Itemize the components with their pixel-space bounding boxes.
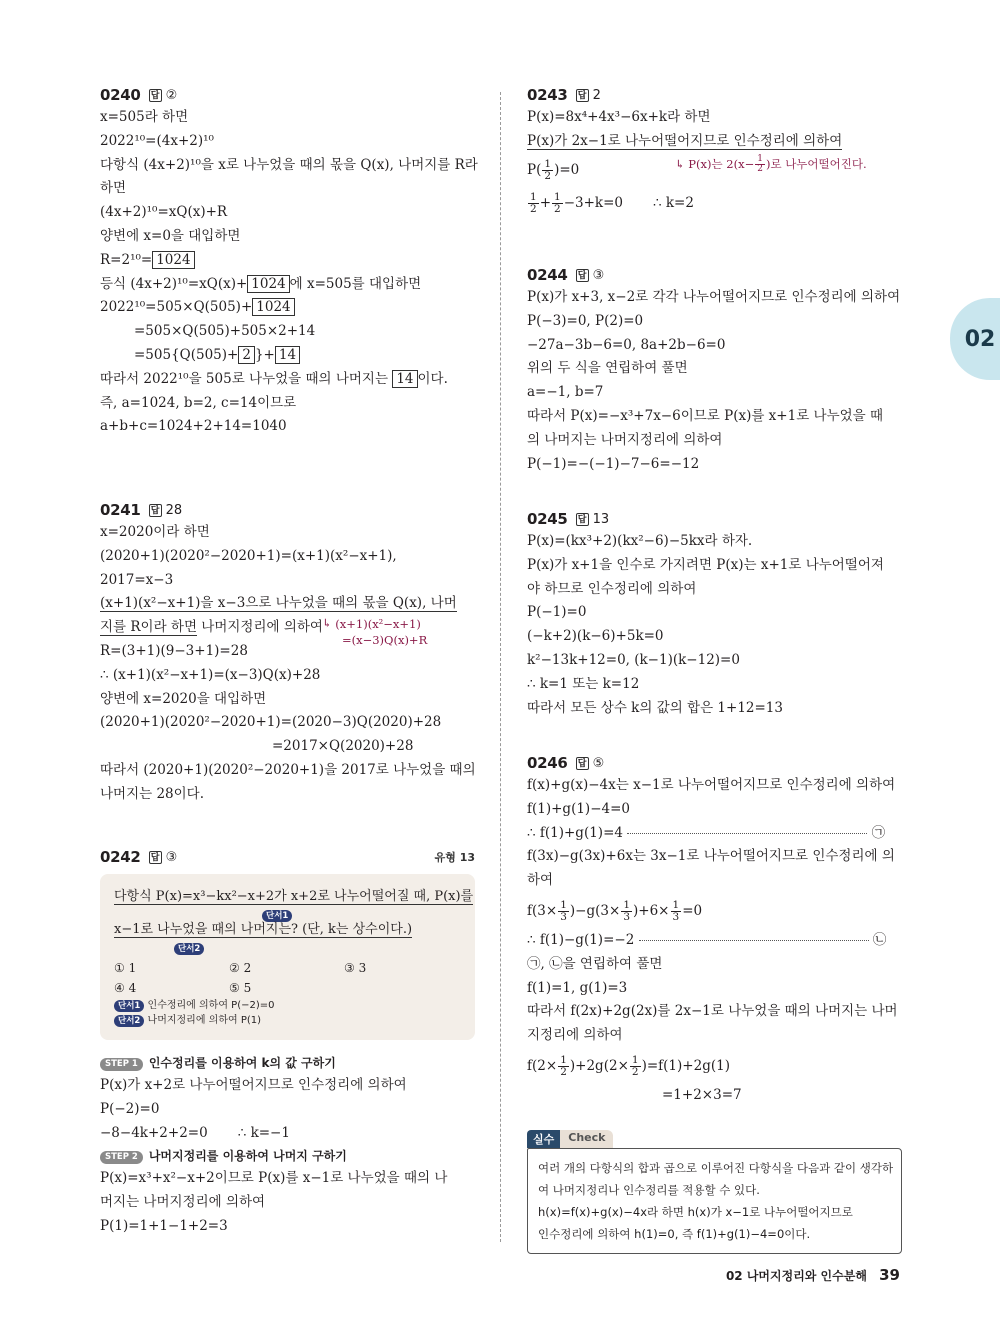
solution-line bbox=[100, 616, 475, 648]
type-tag[interactable]: 유형 13 bbox=[434, 851, 475, 864]
boxed-answer: 14 bbox=[275, 346, 300, 364]
solution-line: 따라서 (2020+1)(2020²−2020+1)을 2017로 나누었을 때의 bbox=[100, 761, 476, 778]
step-heading bbox=[100, 1145, 475, 1167]
step-title: 인수정리를 이용하여 k의 값 구하기 bbox=[148, 1056, 336, 1070]
denominator: 2 bbox=[544, 169, 552, 182]
solution-line: 지정리에 의하여 bbox=[527, 1027, 623, 1044]
math-text: 등식 (4x+2)¹⁰=xQ(x)+ bbox=[100, 275, 248, 292]
hint-text: 인수정리에 의하여 P(−2)=0 bbox=[147, 1000, 275, 1011]
math-text: f bbox=[527, 902, 532, 919]
math-text: =0 bbox=[682, 902, 703, 919]
equation-marker: ㉠ bbox=[871, 824, 886, 841]
problem-number: 0243 bbox=[527, 86, 568, 104]
hint-text: 나머지정리에 의하여 P(1) bbox=[147, 1015, 262, 1026]
numerator: 1 bbox=[560, 898, 567, 911]
problem-number: 0245 bbox=[527, 510, 568, 528]
numerator: 1 bbox=[530, 190, 537, 203]
solution-line: 따라서 P(x)=−x³+7x−6이므로 P(x)를 x+1로 나누었을 때 bbox=[527, 407, 884, 424]
dotted-leader bbox=[639, 940, 869, 941]
choice-2[interactable]: ② 2 bbox=[229, 961, 252, 975]
solution-line: 다항식 (4x+2)¹⁰을 x로 나누었을 때의 몫을 Q(x), 나머지를 R라 bbox=[100, 156, 478, 173]
solution-line bbox=[527, 929, 902, 953]
solution-line: 양변에 x=0을 대입하면 bbox=[100, 227, 241, 244]
solution-line: f(3× $\frac{1}{3}$ )−g(3× $\frac{1}{3}$ )+6× $\frac{1}{3}$ =0 bbox=[527, 898, 703, 923]
answer-value: 28 bbox=[165, 502, 183, 518]
boxed-answer: 1024 bbox=[252, 298, 294, 316]
mistake-check-box bbox=[527, 1128, 902, 1254]
check-label-a: 실수 bbox=[527, 1130, 560, 1148]
math-text: −8−4k+2+2=0 bbox=[100, 1124, 208, 1141]
answer-value: ③ bbox=[592, 267, 605, 283]
problem-0243 bbox=[527, 84, 902, 220]
note-text: 로 나누어떨어진다. bbox=[770, 156, 867, 171]
solution-line: 하여 bbox=[527, 872, 554, 889]
solution-line: =505×Q(505)+505×2+14 bbox=[134, 323, 316, 340]
solution-line: (2020+1)(2020²−2020+1)=(x+1)(x²−x+1), bbox=[100, 547, 397, 564]
problem-0240 bbox=[100, 84, 478, 439]
hint-badge: 단서2 bbox=[114, 1015, 144, 1027]
hint-badge: 단서2 bbox=[174, 943, 204, 955]
denominator: 2 bbox=[757, 164, 763, 175]
question-line bbox=[114, 886, 474, 907]
arrow-icon: ↳ bbox=[675, 156, 685, 171]
solution-line: P(x)가 x+3, x−2로 각각 나누어떨어지므로 인수정리에 의하여 bbox=[527, 289, 901, 305]
denominator: 3 bbox=[672, 910, 680, 923]
problem-0245 bbox=[527, 508, 902, 720]
problem-0246 bbox=[527, 752, 902, 1108]
problem-0242 bbox=[100, 846, 475, 1239]
problem-number: 0242 bbox=[100, 848, 141, 866]
solution-line: 2017=x−3 bbox=[100, 571, 174, 588]
answer-value: ② bbox=[165, 87, 178, 103]
solution-line: f(1)+g(1)−4=0 bbox=[527, 800, 630, 817]
answer-icon: 답 bbox=[576, 513, 589, 526]
dotted-leader bbox=[627, 833, 867, 834]
denominator: 3 bbox=[560, 910, 567, 923]
math-text: ∴ f(1)+g(1)=4 bbox=[527, 824, 623, 841]
problem-header bbox=[527, 84, 902, 106]
step-heading bbox=[100, 1052, 475, 1074]
solution-line: P(x)가 x+1을 인수로 가지려면 P(x)는 x+1로 나누어떨어져 bbox=[527, 556, 884, 573]
math-text: ∴ f(1)−g(1)=−2 bbox=[527, 931, 635, 948]
problem-0241 bbox=[100, 499, 475, 807]
solution-line: P( $\frac{1}{2}$ )=0 ↳ P(x)는 2(x− $\frac{1}{2}$ )로 나누어떨어진다. bbox=[527, 154, 902, 186]
solution-line: a=−1, b=7 bbox=[527, 384, 604, 401]
choice-1[interactable]: ① 1 bbox=[114, 961, 137, 975]
chapter-tab[interactable]: 02 bbox=[950, 298, 1000, 380]
solution-line: 머지는 나머지정리에 의하여 bbox=[100, 1194, 266, 1211]
problem-header bbox=[527, 264, 902, 286]
page-number: 39 bbox=[879, 1266, 900, 1284]
solution-line bbox=[100, 273, 475, 297]
denominator: 2 bbox=[631, 1065, 639, 1078]
question-text: x−1로 나누었을 때의 나머지는? (단, k는 상수이다.) bbox=[114, 922, 413, 937]
boxed-answer: 1024 bbox=[152, 251, 194, 269]
solution-line: R=(3+1)(9−3+1)=28 bbox=[100, 642, 248, 659]
solution-line: P(x)=8x⁴+4x³−6x+k라 하면 bbox=[527, 109, 711, 125]
denominator: 2 bbox=[530, 202, 537, 215]
denominator: 2 bbox=[554, 202, 561, 215]
solution-line bbox=[527, 822, 902, 846]
math-text: 3× bbox=[537, 902, 558, 919]
hint-explain bbox=[114, 1013, 461, 1028]
solution-line: f(3x)−g(3x)+6x는 3x−1로 나누어떨어지므로 인수정리에 의 bbox=[527, 848, 895, 865]
check-content bbox=[527, 1148, 902, 1254]
solution-line: x=505라 하면 bbox=[100, 109, 189, 125]
underlined-text: P(x)가 2x−1로 나누어떨어지므로 인수정리에 의하여 bbox=[527, 132, 843, 149]
math-text: P bbox=[527, 161, 537, 178]
solution-line bbox=[100, 368, 475, 392]
math-text: 이다. bbox=[417, 370, 448, 387]
step-badge: STEP 1 bbox=[100, 1058, 143, 1071]
math-text: =0 bbox=[559, 161, 580, 178]
check-label-b: Check bbox=[560, 1130, 613, 1148]
numerator: 1 bbox=[554, 190, 561, 203]
solution-line: 양변에 x=2020을 대입하면 bbox=[100, 690, 267, 707]
math-text: ∴ k=2 bbox=[652, 194, 694, 211]
solution-line: =1+2×3=7 bbox=[662, 1086, 742, 1103]
solution-line: 의 나머지는 나머지정리에 의하여 bbox=[527, 431, 723, 448]
answer-icon: 답 bbox=[576, 757, 589, 770]
solution-line: P(−1)=0 bbox=[527, 604, 587, 621]
solution-line: ∴ (x+1)(x²−x+1)=(x−3)Q(x)+28 bbox=[100, 666, 321, 683]
answer-icon: 답 bbox=[149, 89, 162, 102]
fraction bbox=[621, 900, 632, 923]
problem-number: 0241 bbox=[100, 501, 141, 519]
answer-icon: 답 bbox=[149, 504, 162, 517]
solution-line: P(1)=1+1−1+2=3 bbox=[100, 1217, 228, 1234]
solution-line bbox=[100, 592, 475, 616]
question-box bbox=[100, 874, 475, 1040]
hint-explain bbox=[114, 998, 461, 1013]
solution-line: (4x+2)¹⁰=xQ(x)+R bbox=[100, 204, 228, 221]
denominator: 2 bbox=[560, 1065, 567, 1078]
solution-line bbox=[100, 249, 475, 273]
arrow-icon: ↳ bbox=[322, 616, 332, 631]
check-line: h(x)=f(x)+g(x)−4x라 하면 h(x)가 x−1로 나누어떨어지므로 bbox=[538, 1205, 853, 1219]
answer-icon: 답 bbox=[149, 851, 162, 864]
solution-line: f(2× $\frac{1}{2}$ )+2g(2× $\frac{1}{2}$ )=f(1)+2g(1) bbox=[527, 1053, 730, 1078]
check-line: 여 나머지정리나 인수정리를 적용할 수 있다. bbox=[538, 1183, 760, 1197]
answer-value: 13 bbox=[592, 511, 610, 527]
solution-line: P(−2)=0 bbox=[100, 1100, 160, 1117]
solution-line: (−k+2)(k−6)+5k=0 bbox=[527, 628, 664, 645]
column-divider bbox=[500, 92, 501, 1242]
note-text: =(x−3)Q(x)+R bbox=[342, 633, 428, 648]
fraction bbox=[552, 192, 563, 215]
check-label bbox=[527, 1130, 613, 1148]
problem-number: 0244 bbox=[527, 266, 568, 284]
fraction bbox=[558, 900, 569, 923]
math-text: +2g bbox=[575, 1057, 604, 1074]
solution-line: 즉, a=1024, b=2, c=14이므로 bbox=[100, 394, 297, 411]
side-note bbox=[322, 616, 427, 648]
solution-line bbox=[100, 1122, 475, 1146]
step-title: 나머지정리를 이용하여 나머지 구하기 bbox=[148, 1149, 347, 1164]
boxed-answer: 14 bbox=[392, 370, 417, 388]
numerator: 1 bbox=[623, 898, 630, 911]
denominator: 3 bbox=[623, 910, 630, 923]
check-line: 여러 개의 다항식의 합과 곱으로 이루어진 다항식을 다음과 같이 생각하 bbox=[538, 1161, 894, 1175]
numerator: 1 bbox=[672, 898, 680, 911]
math-text: }+ bbox=[254, 346, 275, 363]
math-text: 2022¹⁰=505×Q(505)+ bbox=[100, 299, 253, 316]
answer-icon: 답 bbox=[576, 269, 589, 282]
note-text: (x+1)(x²−x+1) bbox=[335, 617, 421, 632]
solution-line: 하면 bbox=[100, 180, 127, 197]
solution-line: P(x)가 x+2로 나누어떨어지므로 인수정리에 의하여 bbox=[100, 1077, 407, 1093]
solution-line: f(1)=1, g(1)=3 bbox=[527, 979, 628, 996]
problem-header bbox=[100, 499, 475, 521]
solution-line: (2020+1)(2020²−2020+1)=(2020−3)Q(2020)+28 bbox=[100, 714, 442, 731]
fraction bbox=[755, 155, 765, 174]
question-text: 다항식 P(x)=x³−kx²−x+2가 x+2로 나누어떨어질 때, P(x)를 bbox=[114, 889, 474, 904]
solution-line: P(−1)=−(−1)−7−6=−12 bbox=[527, 455, 700, 472]
math-text: 3× bbox=[600, 902, 621, 919]
answer-value: ③ bbox=[165, 849, 178, 865]
solution-line: 2022¹⁰=(4x+2)¹⁰ bbox=[100, 132, 214, 149]
side-note: ↳ P(x)는 2(x− $\frac{1}{2}$ )로 나누어떨어진다. bbox=[675, 154, 867, 175]
math-text: 나머지정리에 의하여 bbox=[197, 619, 323, 636]
choice-4[interactable]: ④ 4 bbox=[114, 981, 137, 995]
note-text: x− bbox=[738, 156, 755, 171]
math-text: −3+k=0 bbox=[563, 194, 623, 211]
solution-line: 따라서 f(2x)+2g(2x)를 2x−1로 나누었을 때의 나머지는 나머 bbox=[527, 1003, 898, 1020]
solution-line bbox=[100, 344, 475, 368]
boxed-answer: 2 bbox=[238, 346, 255, 364]
hint-badge: 단서1 bbox=[114, 1000, 144, 1012]
problem-number: 0240 bbox=[100, 86, 141, 104]
footer-title: 02 나머지정리와 인수분해 bbox=[725, 1269, 867, 1283]
hint-row bbox=[114, 907, 461, 919]
fraction bbox=[542, 159, 553, 182]
step-badge: STEP 2 bbox=[100, 1151, 143, 1164]
choice-5[interactable]: ⑤ 5 bbox=[229, 981, 252, 995]
answer-value: 2 bbox=[592, 87, 601, 103]
fraction bbox=[671, 900, 682, 923]
underlined-text: (x+1)(x²−x+1)을 x−3으로 나누었을 때의 몫을 Q(x), 나머 bbox=[100, 595, 457, 612]
math-text: −g bbox=[575, 902, 596, 919]
solution-line: −27a−3b−6=0, 8a+2b−6=0 bbox=[527, 336, 726, 353]
solution-line: a+b+c=1024+2+14=1040 bbox=[100, 418, 287, 435]
math-text: 따라서 2022¹⁰을 505로 나누었을 때의 나머지는 bbox=[100, 370, 389, 387]
math-text: +6× bbox=[638, 902, 670, 919]
answer-value: ⑤ bbox=[592, 755, 605, 771]
answer-icon: 답 bbox=[576, 89, 589, 102]
solution-line: 따라서 모든 상수 k의 값의 합은 1+12=13 bbox=[527, 699, 783, 716]
solution-line: 나머지는 28이다. bbox=[100, 785, 205, 802]
underlined-text: 지를 R이라 하면 bbox=[100, 619, 197, 636]
boxed-answer: 1024 bbox=[247, 275, 289, 293]
fraction bbox=[630, 1055, 641, 1078]
solution-line: =2017×Q(2020)+28 bbox=[272, 738, 414, 755]
numerator: 1 bbox=[544, 157, 552, 170]
solution-line: ㉠, ㉡을 연립하여 풀면 bbox=[527, 955, 663, 972]
solution-line: P(x)=(kx³+2)(kx²−6)−5kx라 하자. bbox=[527, 533, 753, 549]
problem-header bbox=[100, 846, 475, 868]
note-text: P(x)는 2 bbox=[688, 156, 734, 171]
fraction bbox=[528, 192, 539, 215]
problem-header bbox=[527, 508, 902, 530]
math-text: 2× bbox=[608, 1057, 629, 1074]
problem-header bbox=[100, 84, 475, 106]
math-text: ∴ k=−1 bbox=[237, 1124, 290, 1141]
solution-line: f(x)+g(x)−4x는 x−1로 나누어떨어지므로 인수정리에 의하여 bbox=[527, 777, 896, 793]
solution-line: P(−3)=0, P(2)=0 bbox=[527, 312, 644, 329]
equation-marker: ㉡ bbox=[872, 931, 887, 948]
numerator: 1 bbox=[631, 1053, 639, 1066]
math-text: f bbox=[527, 1057, 532, 1074]
solution-line: ∴ k=1 또는 k=12 bbox=[527, 675, 640, 692]
solution-line: 야 하므로 인수정리에 의하여 bbox=[527, 580, 697, 597]
fraction bbox=[558, 1055, 569, 1078]
problem-number: 0246 bbox=[527, 754, 568, 772]
hint-row bbox=[114, 940, 461, 954]
page-footer bbox=[726, 1266, 900, 1284]
numerator: 1 bbox=[560, 1053, 567, 1066]
hint-badge: 단서1 bbox=[262, 910, 292, 922]
solution-line: x=2020이라 하면 bbox=[100, 524, 210, 540]
math-text: =505{Q(505)+ bbox=[134, 346, 239, 363]
choice-3[interactable]: ③ 3 bbox=[344, 961, 367, 975]
solution-line bbox=[100, 296, 475, 320]
solution-line: 위의 두 식을 연립하여 풀면 bbox=[527, 360, 688, 377]
choice-list bbox=[114, 958, 461, 998]
math-text: R=2¹⁰= bbox=[100, 251, 153, 268]
numerator: 1 bbox=[757, 154, 763, 165]
solution-line: $\frac{1}{2}$ + $\frac{1}{2}$ −3+k=0 ∴ k=2 bbox=[530, 190, 694, 215]
solution-line: k²−13k+12=0, (k−1)(k−12)=0 bbox=[527, 651, 740, 668]
check-line: 인수정리에 의하여 h(1)=0, 즉 f(1)+g(1)−4=0이다. bbox=[538, 1227, 811, 1241]
math-text: 2× bbox=[537, 1057, 558, 1074]
problem-0244 bbox=[527, 264, 902, 476]
solution-line: P(x)=x³+x²−x+2이므로 P(x)를 x−1로 나누었을 때의 나 bbox=[100, 1170, 448, 1187]
problem-header bbox=[527, 752, 902, 774]
question-line bbox=[114, 919, 461, 940]
math-text: 에 x=505를 대입하면 bbox=[289, 275, 422, 292]
math-text: =f(1)+2g(1) bbox=[646, 1057, 730, 1074]
